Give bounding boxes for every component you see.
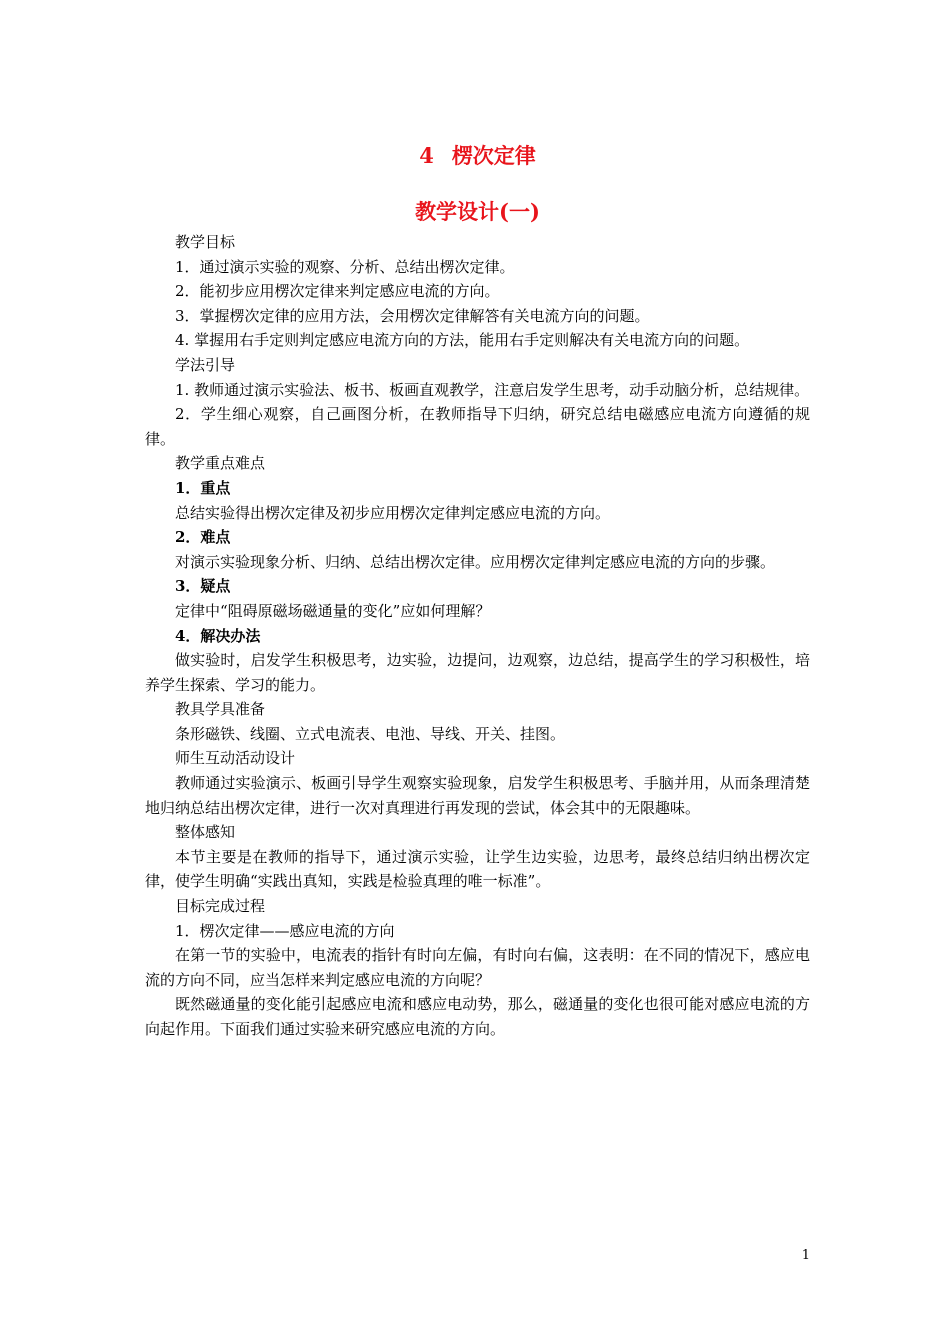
paragraph: 2．能初步应用楞次定律来判定感应电流的方向。 <box>175 282 500 301</box>
paragraph: 本节主要是在教师的指导下，通过演示实验，让学生边实验，边思考，最终总结归纳出楞次定律，使学生明确“实践出真知，实践是检验真理的唯一标准”。 <box>145 847 810 891</box>
section-heading: 4．解决办法 <box>175 626 261 645</box>
paragraph: 1．楞次定律——感应电流的方向 <box>175 921 395 940</box>
paragraph: 整体感知 <box>175 823 236 842</box>
paragraph: 在第一节的实验中，电流表的指针有时向左偏，有时向右偏，这表明：在不同的情况下，感应电流的方向不同，应当怎样来判定感应电流的方向呢？ <box>145 946 810 989</box>
paragraph: 教具学具准备 <box>175 700 266 719</box>
paragraph: 2．学生细心观察，自己画图分析，在教师指导下归纳，研究总结电磁感应电流方向遵循的规律。 <box>145 405 810 448</box>
lesson-subtitle: 教学设计(一) <box>415 199 540 224</box>
page-number: 1 <box>801 1248 810 1263</box>
lesson-number: 4 <box>419 143 434 168</box>
paragraph: 既然磁通量的变化能引起感应电流和感应电动势，那么，磁通量的变化也很可能对感应电流的方向起作用。下面我们通过实验来研究感应电流的方向。 <box>145 995 810 1038</box>
paragraph: 4. 掌握用右手定则判定感应电流方向的方法，能用右手定则解决有关电流方向的问题。 <box>175 331 750 350</box>
paragraph: 师生互动活动设计 <box>175 749 296 768</box>
paragraph: 3．掌握楞次定律的应用方法，会用楞次定律解答有关电流方向的问题。 <box>175 306 650 325</box>
section-heading: 2．难点 <box>175 528 231 547</box>
paragraph: 教师通过实验演示、板画引导学生观察实验现象，启发学生积极思考、手脑并用，从而条理清楚地归纳总结出楞次定律，进行一次对真理进行再发现的尝试，体会其中的无限趣味。 <box>145 774 810 817</box>
paragraph: 1. 教师通过演示实验法、板书、板画直观教学，注意启发学生思考，动手动脑分析，总结规律。 <box>175 380 810 399</box>
paragraph: 学法引导 <box>175 355 236 374</box>
paragraph: 对演示实验现象分析、归纳、总结出楞次定律。应用楞次定律判定感应电流的方向的步骤。 <box>175 552 776 571</box>
lesson-title <box>145 140 810 172</box>
section-heading: 1．重点 <box>175 478 231 497</box>
paragraph: 教学重点难点 <box>175 454 266 473</box>
section-heading: 3．疑点 <box>175 577 231 596</box>
paragraph: 1．通过演示实验的观察、分析、总结出楞次定律。 <box>175 257 515 276</box>
paragraph: 总结实验得出楞次定律及初步应用楞次定律判定感应电流的方向。 <box>175 503 611 522</box>
paragraph: 教学目标 <box>175 233 236 251</box>
lesson-title-text: 楞次定律 <box>451 143 536 168</box>
document-body <box>145 230 810 1042</box>
paragraph: 做实验时，启发学生积极思考，边实验，边提问，边观察，边总结，提高学生的学习积极性，培养学生探索、学习的能力。 <box>145 651 810 694</box>
paragraph: 目标完成过程 <box>175 897 266 916</box>
paragraph: 条形磁铁、线圈、立式电流表、电池、导线、开关、挂图。 <box>175 724 566 743</box>
paragraph: 定律中“阻碍原磁场磁通量的变化”应如何理解？ <box>175 601 491 620</box>
document-page <box>145 140 810 1042</box>
